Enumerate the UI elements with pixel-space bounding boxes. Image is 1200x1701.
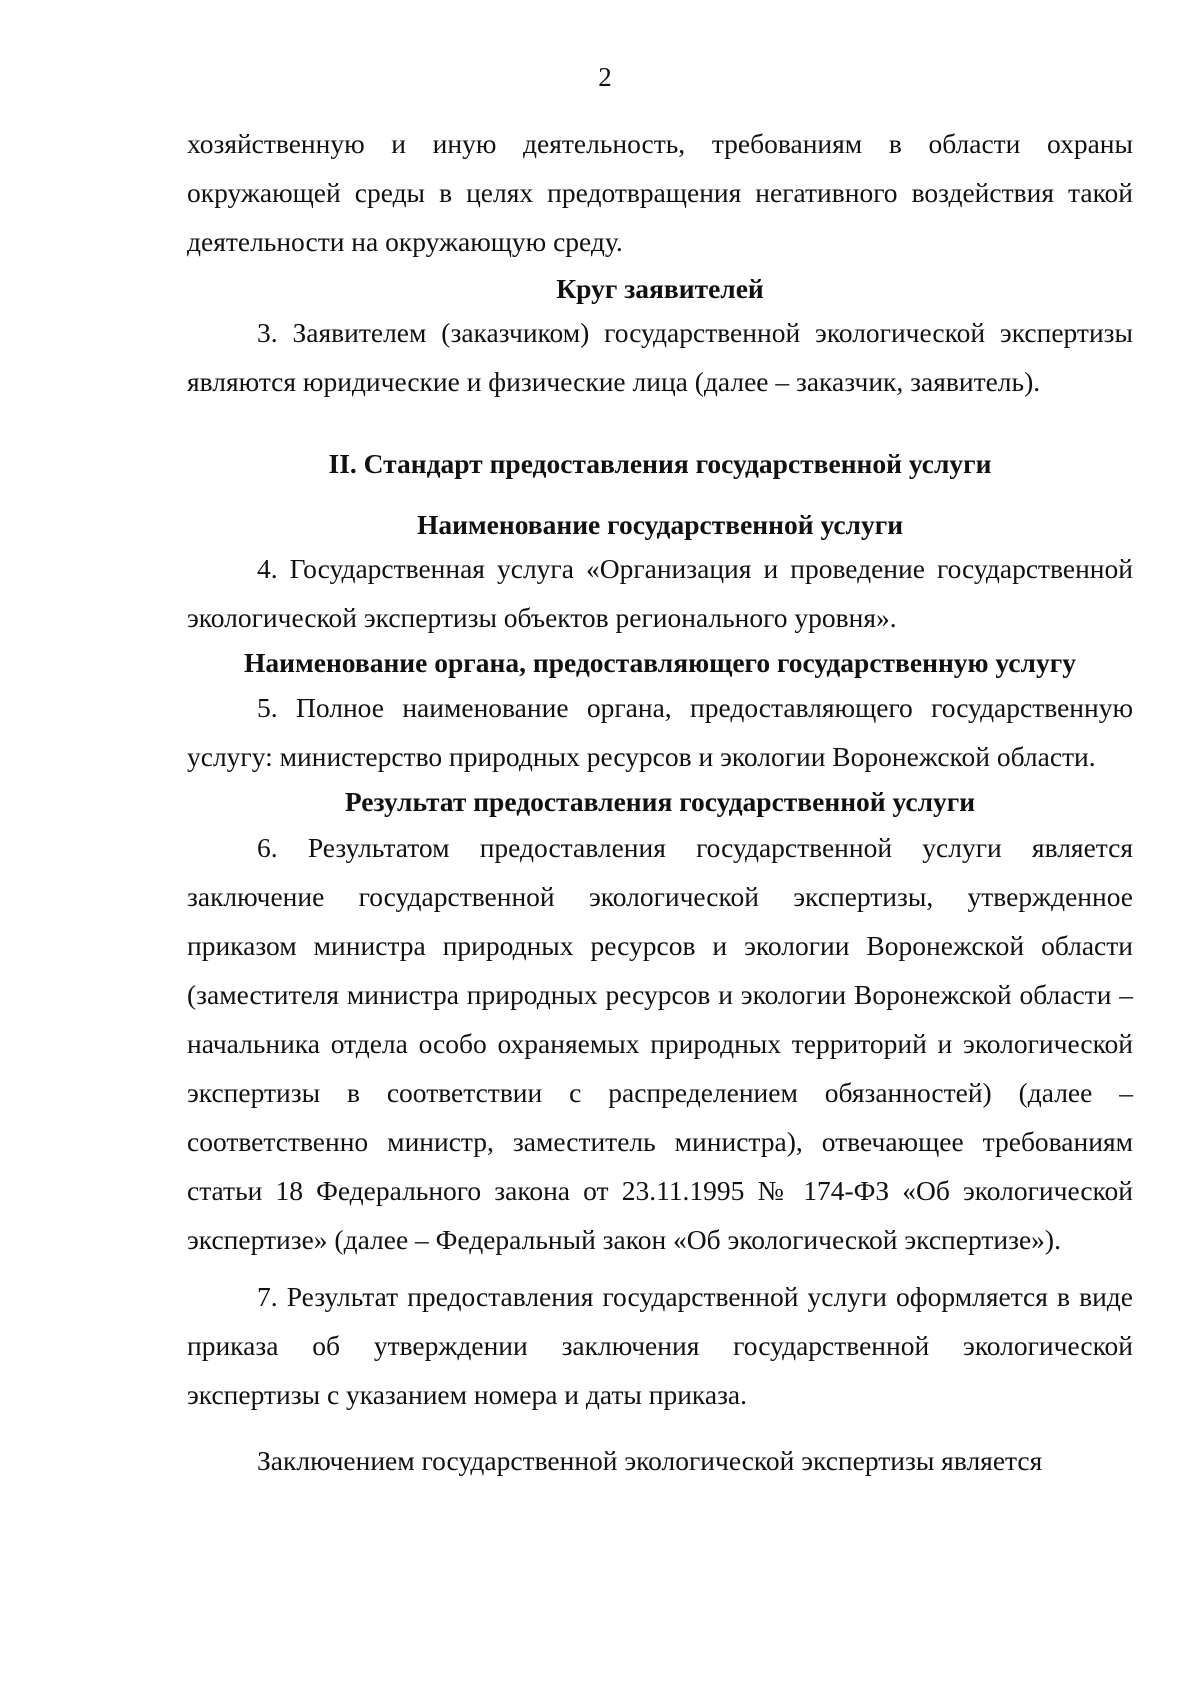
paragraph-7: 7. Результат предоставления государственной услуги оформляется в виде приказа об утверждении заключения государственной экологической экспертизы с указанием номера и даты приказа. — [187, 1281, 1133, 1410]
paragraph-6: 6. Результатом предоставления государственной услуги является заключение государственной экологической экспертизы, утвержденное приказом министра природных ресурсов и экологии Воронежской области (заместителя министра природных ресурсов и экологии Воронежской области – начальника отдела особо охраняемых природных территорий и экологической экспертизы в соответствии с распределением обязанностей) (далее – соответственно министр, заместитель министра), отвечающее требованиям статьи 18 Федерального закона от 23.11.1995 № 174-ФЗ «Об экологической экспертизе» (далее – Федеральный закон «Об экологической экспертизе»). — [187, 832, 1133, 1255]
paragraph-intro: хозяйственную и иную деятельность, требованиям в области охраны окружающей среды в целях предотвращения негативного воздействия такой деятельности на окружающую среду. — [187, 128, 1133, 257]
heading-result: Результат предоставления государственной услуги — [344, 786, 976, 817]
heading-applicants: Круг заявителей — [556, 273, 764, 304]
paragraph-final: Заключением государственной экологической экспертизы является — [257, 1445, 1043, 1476]
paragraph-3: 3. Заявителем (заказчиком) государственной экологической экспертизы являются юридические и физические лица (далее – заказчик, заявитель). — [187, 317, 1133, 397]
heading-service-name: Наименование государственной услуги — [416, 509, 904, 540]
heading-authority: Наименование органа, предоставляющего государственную услугу — [244, 647, 1076, 678]
paragraph-4: 4. Государственная услуга «Организация и проведение государственной экологической экспертизы объектов регионального уровня». — [187, 553, 1133, 633]
page-number: 2 — [598, 62, 612, 92]
document-body — [187, 119, 1133, 1485]
heading-section-2: II. Стандарт предоставления государственной услуги — [328, 448, 992, 479]
paragraph-5: 5. Полное наименование органа, предоставляющего государственную услугу: министерство природных ресурсов и экологии Воронежской области. — [187, 692, 1133, 772]
